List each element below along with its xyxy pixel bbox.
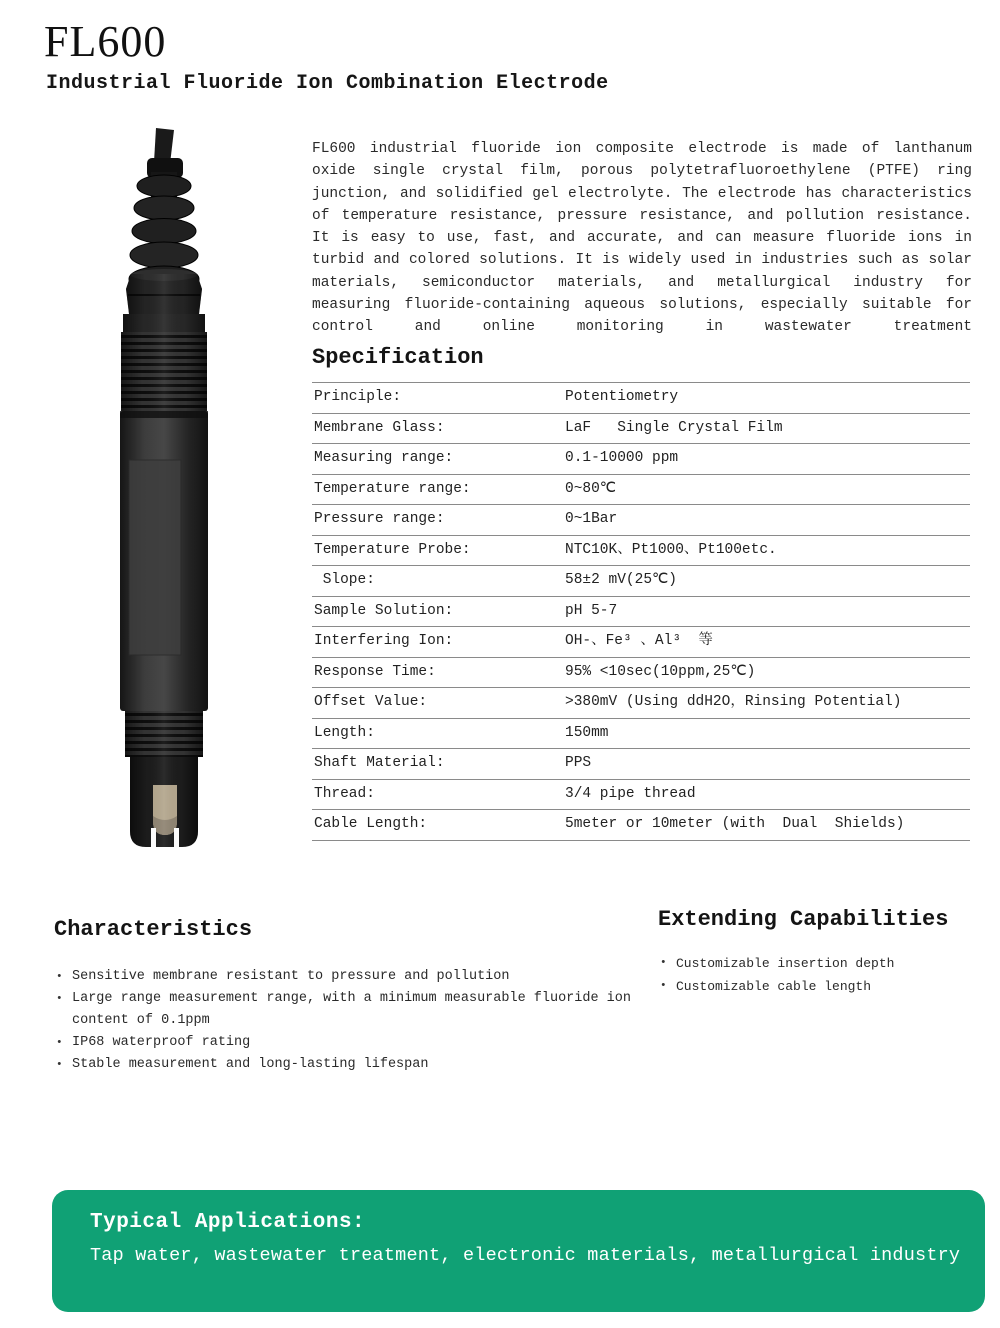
spec-value: 150mm bbox=[565, 724, 609, 741]
spec-row bbox=[312, 749, 970, 780]
spec-row bbox=[312, 596, 970, 627]
characteristics-item: • Sensitive membrane resistant to pressure and pollution bbox=[54, 966, 644, 988]
specification-section bbox=[312, 344, 970, 841]
extending-item: • Customizable cable length bbox=[658, 975, 988, 998]
applications-heading: Typical Applications: bbox=[90, 1211, 366, 1234]
spec-row bbox=[312, 474, 970, 505]
spec-label: Sample Solution: bbox=[314, 602, 454, 619]
spec-value: 0.1-10000 ppm bbox=[565, 450, 679, 466]
characteristics-item: • IP68 waterproof rating bbox=[54, 1032, 644, 1054]
spec-label: Length: bbox=[314, 724, 375, 741]
spec-value: 0~80℃ bbox=[565, 480, 617, 497]
spec-row bbox=[312, 779, 970, 810]
characteristics-item: • Stable measurement and long-lasting lifespan bbox=[54, 1054, 644, 1076]
spec-row bbox=[312, 718, 970, 749]
spec-row bbox=[312, 657, 970, 688]
spec-label: Cable Length: bbox=[314, 816, 428, 832]
extending-heading: Extending Capabilities bbox=[658, 907, 949, 932]
spec-row bbox=[312, 810, 970, 841]
product-model: FL600 bbox=[44, 17, 167, 66]
extending-list bbox=[658, 952, 988, 998]
spec-value: 0~1Bar bbox=[565, 511, 618, 527]
spec-value: pH 5-7 bbox=[565, 602, 618, 619]
spec-row bbox=[312, 627, 970, 658]
electrode-photo bbox=[103, 128, 268, 855]
spec-label: Principle: bbox=[314, 389, 402, 405]
electrode-illustration bbox=[103, 128, 268, 855]
spec-row bbox=[312, 413, 970, 444]
applications-banner bbox=[52, 1190, 985, 1312]
product-subtitle: Industrial Fluoride Ion Combination Electrode bbox=[46, 72, 609, 95]
specification-table bbox=[312, 382, 970, 841]
spec-row bbox=[312, 688, 970, 719]
spec-label: Response Time: bbox=[314, 663, 436, 680]
spec-label: Shaft Material: bbox=[314, 755, 445, 771]
spec-value: NTC10K、Pt1000、Pt100etc. bbox=[565, 541, 777, 558]
spec-label: Temperature Probe: bbox=[314, 541, 471, 558]
characteristics-heading: Characteristics bbox=[54, 917, 253, 942]
spec-value: LaF Single Crystal Film bbox=[565, 419, 783, 436]
characteristics-section bbox=[54, 916, 644, 1076]
spec-row bbox=[312, 444, 970, 475]
spec-value: PPS bbox=[565, 755, 592, 771]
spec-label: Offset Value: bbox=[314, 694, 428, 710]
spec-value: 3/4 pipe thread bbox=[565, 785, 696, 802]
spec-row bbox=[312, 383, 970, 414]
spec-label: Measuring range: bbox=[314, 450, 454, 466]
spec-row bbox=[312, 505, 970, 536]
spec-label: Pressure range: bbox=[314, 511, 445, 527]
spec-label: Membrane Glass: bbox=[314, 419, 445, 436]
spec-label: Thread: bbox=[314, 785, 375, 802]
spec-value: 58±2 mV(25℃) bbox=[565, 572, 677, 588]
spec-row bbox=[312, 535, 970, 566]
extending-section bbox=[658, 906, 988, 998]
spec-value: >380mV (Using ddH2O，Rinsing Potential) bbox=[565, 694, 902, 710]
spec-value: 5meter or 10meter (with Dual Shields) bbox=[565, 816, 905, 832]
spec-value: OH-、Fe³ 、Al³ 等 bbox=[565, 633, 713, 649]
characteristics-item: • Large range measurement range, with a minimum measurable fluoride ion content of 0.1ppm bbox=[54, 988, 644, 1032]
spec-label: Interfering Ion: bbox=[314, 633, 454, 649]
spec-value: 95% <10sec(10ppm,25℃) bbox=[565, 663, 756, 680]
applications-text: Tap water, wastewater treatment, electronic materials, metallurgical industry bbox=[90, 1245, 961, 1266]
spec-row bbox=[312, 566, 970, 597]
characteristics-list bbox=[54, 966, 644, 1076]
spec-label: Slope: bbox=[314, 572, 375, 588]
specification-heading: Specification bbox=[312, 345, 484, 370]
extending-item: • Customizable insertion depth bbox=[658, 952, 988, 975]
spec-label: Temperature range: bbox=[314, 480, 471, 497]
spec-value: Potentiometry bbox=[565, 389, 679, 405]
product-description: FL600 industrial fluoride ion composite electrode is made of lanthanum oxide single crystal film, porous polytetrafluoroethylene (PTFE) ring junction, and solidified gel electrolyte. The electrode has characteristics of temperature resistance, pressure resistance, and pollution resistance. It is easy to use, fast, and accurate, and can measure fluoride ions in turbid and colored solutions. It is widely used in industries such as solar materials, semiconductor materials, and metallurgical industry for measuring fluoride-containing aqueous solutions, especially suitable for control and online monitoring in wastewater treatment bbox=[312, 141, 972, 336]
